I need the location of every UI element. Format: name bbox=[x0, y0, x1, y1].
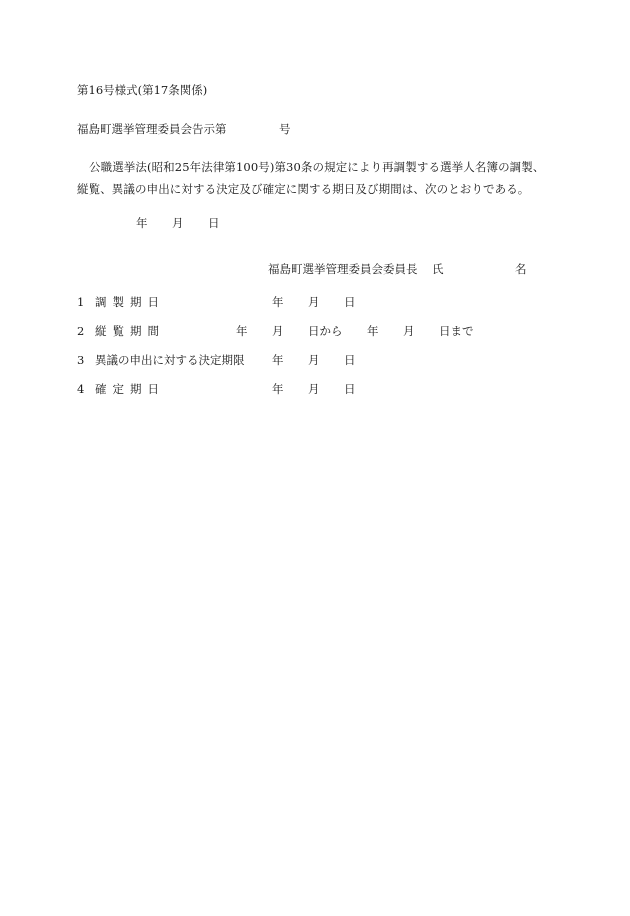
item-month: 月 bbox=[308, 382, 320, 396]
item-label: 確定期日 bbox=[95, 382, 165, 396]
item-number: 2 bbox=[77, 324, 85, 338]
item-year: 年 bbox=[236, 324, 248, 338]
date-year: 年 bbox=[136, 216, 148, 230]
list-item-preparation-date bbox=[77, 297, 537, 311]
chairman-mei: 名 bbox=[515, 262, 527, 276]
item-month: 月 bbox=[308, 353, 320, 367]
chairman-title: 福島町選挙管理委員会委員長 bbox=[268, 262, 418, 276]
item-month: 月 bbox=[272, 324, 284, 338]
list-item-objection-deadline bbox=[77, 355, 537, 369]
item-number: 3 bbox=[77, 353, 85, 367]
item-day: 日 bbox=[344, 353, 356, 367]
item-month-2: 月 bbox=[403, 324, 415, 338]
chairman-shi: 氏 bbox=[432, 262, 444, 276]
item-label: 調製期日 bbox=[95, 295, 165, 309]
notice-number-line bbox=[77, 122, 291, 136]
notice-suffix: 号 bbox=[279, 122, 291, 136]
item-year: 年 bbox=[272, 353, 284, 367]
item-year: 年 bbox=[272, 382, 284, 396]
item-day: 日 bbox=[344, 382, 356, 396]
body-line-1: 公職選挙法(昭和25年法律第100号)第30条の規定により再調製する選挙人名簿の調製、 bbox=[89, 160, 545, 174]
body-line-2: 縦覧、異議の申出に対する決定及び確定に関する期日及び期間は、次のとおりである。 bbox=[77, 182, 530, 196]
item-month: 月 bbox=[308, 295, 320, 309]
item-day: 日 bbox=[344, 295, 356, 309]
item-until: 日まで bbox=[439, 324, 474, 338]
item-label: 縦覧期間 bbox=[95, 324, 165, 338]
item-year-2: 年 bbox=[367, 324, 379, 338]
list-item-confirmation-date bbox=[77, 384, 537, 398]
item-year: 年 bbox=[272, 295, 284, 309]
date-day: 日 bbox=[208, 216, 220, 230]
notice-body bbox=[77, 156, 557, 200]
item-label: 異議の申出に対する決定期限 bbox=[95, 353, 245, 367]
notice-prefix: 福島町選挙管理委員会告示第 bbox=[77, 122, 227, 136]
item-number: 1 bbox=[77, 295, 85, 309]
date-month: 月 bbox=[172, 216, 184, 230]
item-from: 日から bbox=[308, 324, 343, 338]
list-item-inspection-period bbox=[77, 326, 537, 340]
form-number: 第16号様式(第17条関係) bbox=[77, 83, 208, 97]
item-number: 4 bbox=[77, 382, 85, 396]
